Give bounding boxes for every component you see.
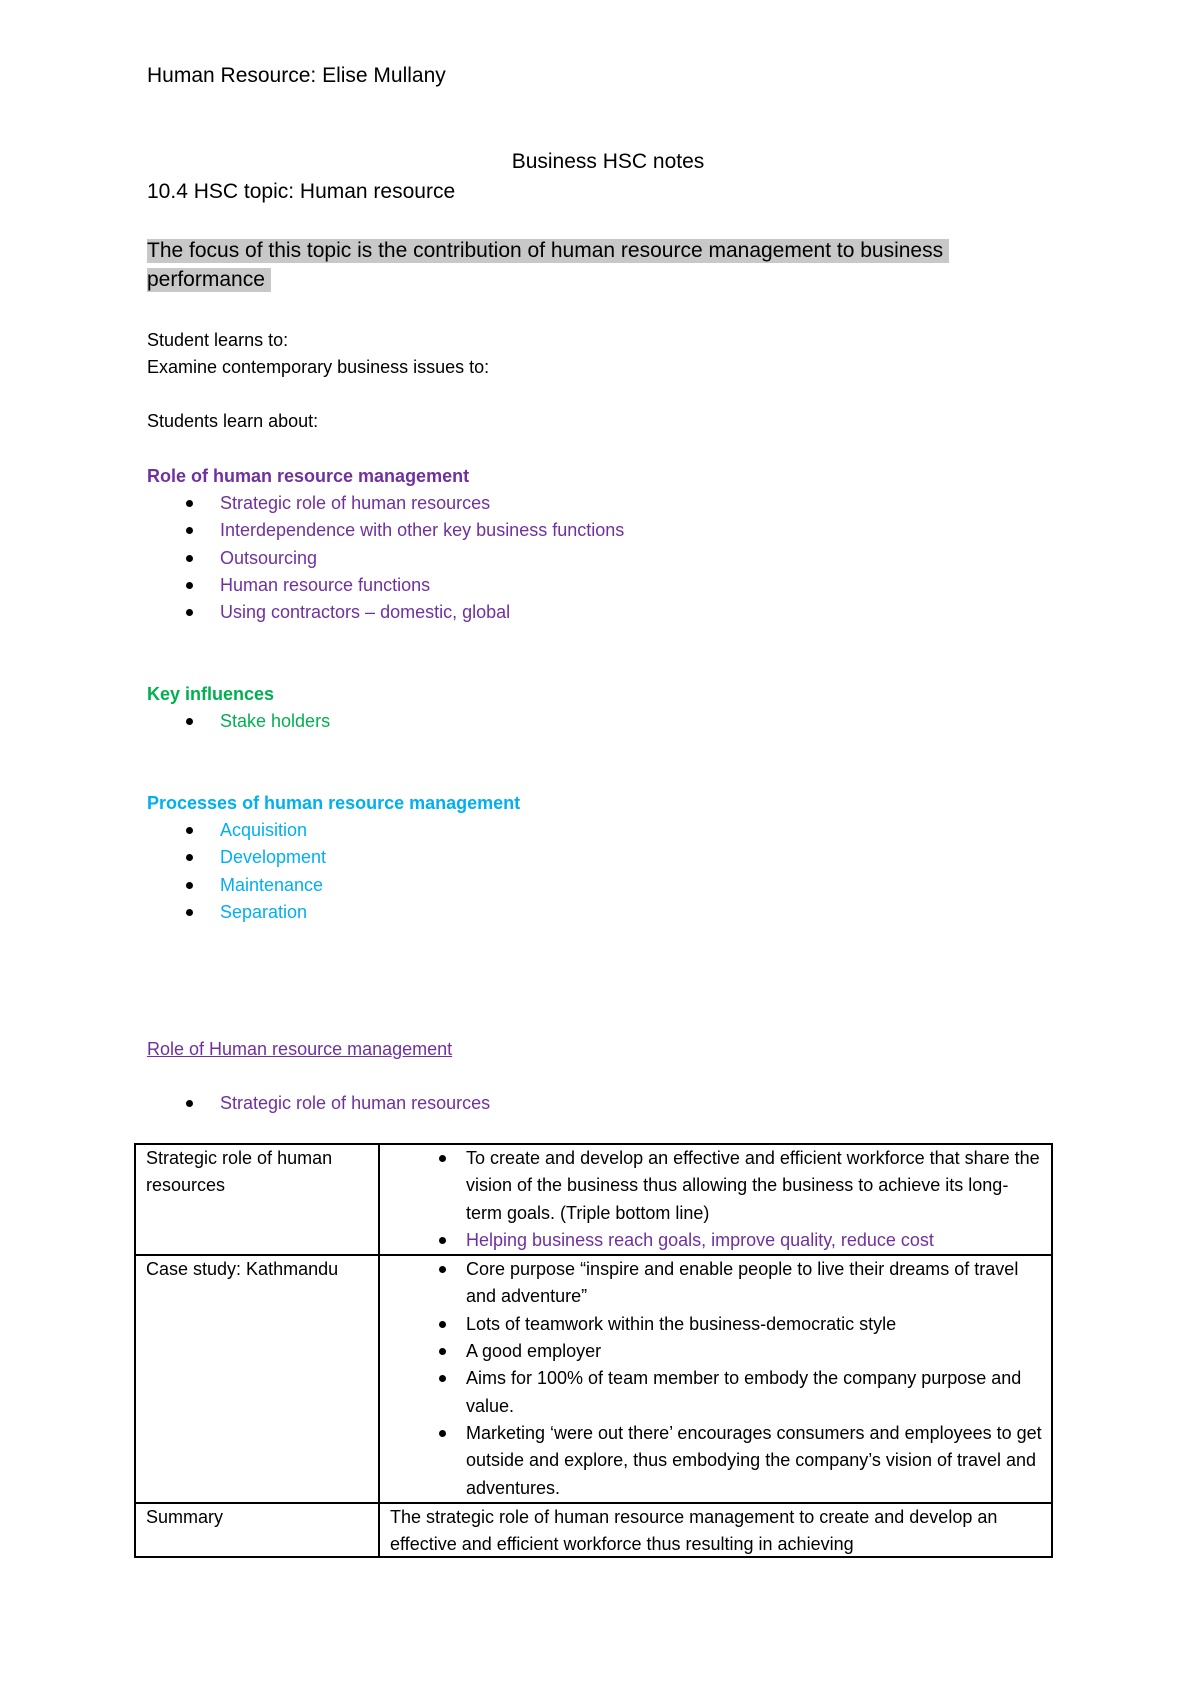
table-row [135, 1255, 1052, 1503]
focus-statement [147, 236, 949, 294]
focus-line-1: The focus of this topic is the contribution of human resource management to business [147, 239, 949, 263]
list-item: Lots of teamwork within the business-democratic style [390, 1311, 1043, 1338]
topic-heading: 10.4 HSC topic: Human resource [147, 180, 456, 203]
list-item: Development [147, 844, 326, 871]
student-learns-to: Student learns to: [147, 330, 289, 350]
list-item: Aims for 100% of team member to embody the company purpose and value. [390, 1365, 1043, 1420]
list-item: Strategic role of human resources [147, 490, 624, 517]
list-item: Using contractors – domestic, global [147, 599, 624, 626]
list-item: Outsourcing [147, 545, 624, 572]
list-item: Separation [147, 899, 326, 926]
table-cell-content [379, 1255, 1052, 1503]
role-list [147, 490, 624, 626]
strategic-list [147, 1090, 490, 1117]
list-item: Acquisition [147, 817, 326, 844]
list-item: To create and develop an effective and efficient workforce that share the vision of the business thus allowing the business to achieve its long-term goals. (Triple bottom line) [390, 1145, 1043, 1227]
table-row [135, 1503, 1052, 1557]
table-cell-label: Summary [135, 1503, 379, 1557]
table-cell-content [379, 1503, 1052, 1557]
list-item: Marketing ‘were out there’ encourages consumers and employees to get outside and explore, thus embodying the company’s vision of travel and adventures. [390, 1420, 1043, 1502]
list-item: Helping business reach goals, improve quality, reduce cost [390, 1227, 1043, 1254]
list-item: Maintenance [147, 872, 326, 899]
table-row [135, 1144, 1052, 1255]
influences-heading: Key influences [147, 684, 275, 704]
processes-heading: Processes of human resource management [147, 793, 521, 813]
notes-table [134, 1143, 1053, 1558]
influences-list [147, 708, 330, 735]
list-item: Human resource functions [147, 572, 624, 599]
summary-text: The strategic role of human resource management to create and develop an effective and efficient workforce thus resulting in achieving [390, 1506, 998, 1555]
role-section-link[interactable]: Role of Human resource management [147, 1039, 453, 1059]
focus-line-2: performance [147, 268, 271, 292]
list-item: Core purpose “inspire and enable people to live their dreams of travel and adventure” [390, 1256, 1043, 1311]
list-item: Strategic role of human resources [147, 1090, 490, 1117]
document-title: Business HSC notes [511, 150, 705, 173]
table-cell-label: Case study: Kathmandu [135, 1255, 379, 1503]
list-item: Interdependence with other key business functions [147, 517, 624, 544]
table-cell-label: Strategic role of human resources [135, 1144, 379, 1255]
document-header: Human Resource: Elise Mullany [147, 64, 446, 87]
list-item: Stake holders [147, 708, 330, 735]
list-item: A good employer [390, 1338, 1043, 1365]
table-cell-content [379, 1144, 1052, 1255]
role-heading: Role of human resource management [147, 466, 470, 486]
students-learn-about: Students learn about: [147, 411, 319, 431]
processes-list [147, 817, 326, 926]
examine-line: Examine contemporary business issues to: [147, 357, 490, 377]
